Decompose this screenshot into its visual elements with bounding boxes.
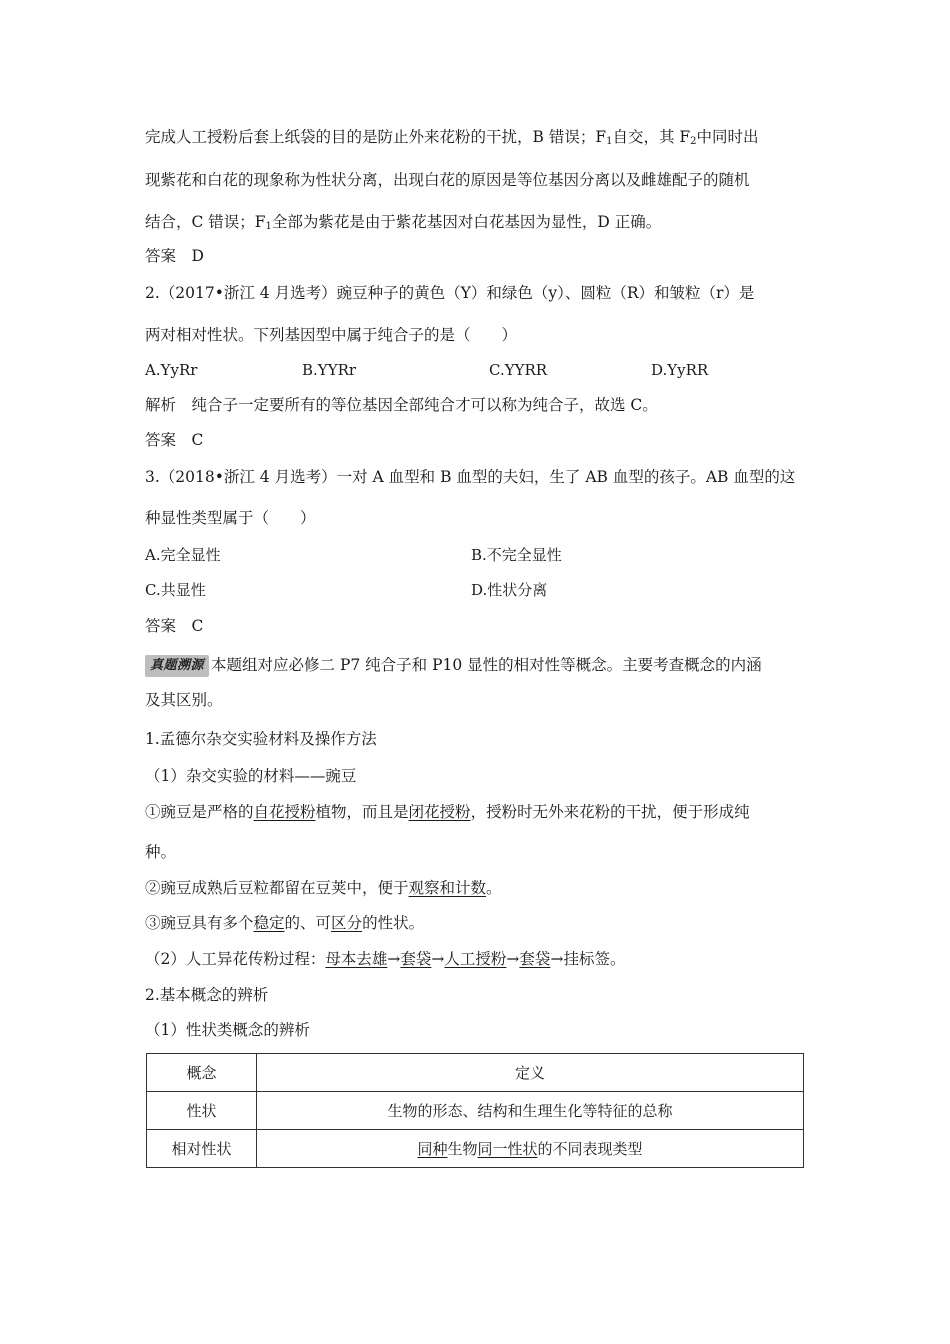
q3-option-c: C.共显性 xyxy=(145,581,206,599)
answer-q1: 答案 D xyxy=(145,247,204,265)
answer-q2: 答案 C xyxy=(145,431,204,449)
q3-option-b: B.不完全显性 xyxy=(471,546,562,564)
q2-analysis: 解析 纯合子一定要所有的等位基因全部纯合才可以称为纯合子，故选 C。 xyxy=(145,396,658,414)
table-cell-definition: 同种生物同一性状的不同表现类型 xyxy=(257,1130,804,1168)
question-3-stem-cont: 种显性类型属于（ ） xyxy=(145,509,316,527)
question-2-stem: 2.（2017•浙江 4 月选考）豌豆种子的黄色（Y）和绿色（y）、圆粒（R）和皱粒（r）是 xyxy=(145,284,755,302)
concept-table xyxy=(146,1053,804,1168)
analysis-line-3: 结合，C 错误；$F_1$全部为紫花是由于紫花基因对白花基因为显性，D 正确。 xyxy=(145,213,662,232)
section-1-point-2: ②豌豆成熟后豆粒都留在豆荚中，便于观察和计数。 xyxy=(145,879,502,897)
analysis-line-1: 完成人工授粉后套上纸袋的目的是防止外来花粉的干扰，B 错误；$F_1$自交，其 $F_2$中同时出 xyxy=(145,128,759,147)
table-cell-term: 性状 xyxy=(147,1092,257,1130)
section-1-sub-1: （1）杂交实验的材料——豌豆 xyxy=(145,767,357,785)
source-line-2: 及其区别。 xyxy=(145,691,223,709)
source-line-1: 真题溯源 本题组对应必修二 P7 纯合子和 P10 显性的相对性等概念。主要考查概念的内涵 xyxy=(145,655,762,677)
section-1-sub-2: （2）人工异花传粉过程：母本去雄→套袋→人工授粉→套袋→挂标签。 xyxy=(145,950,626,968)
q2-option-a: A.YyRr xyxy=(145,361,198,379)
q3-option-a: A.完全显性 xyxy=(145,546,221,564)
question-2-stem-cont: 两对相对性状。下列基因型中属于纯合子的是（ ） xyxy=(145,326,518,344)
q2-option-b: B.YYRr xyxy=(302,361,357,379)
analysis-line-2: 现紫花和白花的现象称为性状分离，出现白花的原因是等位基因分离以及雌雄配子的随机 xyxy=(145,171,750,189)
table-header-row xyxy=(147,1054,804,1092)
table-header-definition: 定义 xyxy=(257,1054,804,1092)
section-2-title: 2.基本概念的辨析 xyxy=(145,986,269,1004)
q2-option-c: C.YYRR xyxy=(489,361,548,379)
q3-option-d: D.性状分离 xyxy=(471,581,548,599)
question-3-stem: 3.（2018•浙江 4 月选考）一对 A 血型和 B 血型的夫妇，生了 AB 血型的孩子。AB 血型的这 xyxy=(145,468,796,486)
table-row xyxy=(147,1092,804,1130)
table-header-concept: 概念 xyxy=(147,1054,257,1092)
source-badge: 真题溯源 xyxy=(145,655,209,677)
section-1-point-1: ①豌豆是严格的自花授粉植物，而且是闭花授粉，授粉时无外来花粉的干扰，便于形成纯 xyxy=(145,803,750,821)
answer-q3: 答案 C xyxy=(145,617,204,635)
section-2-sub-1: （1）性状类概念的辨析 xyxy=(145,1021,310,1039)
section-1-point-3: ③豌豆具有多个稳定的、可区分的性状。 xyxy=(145,914,425,932)
section-1-point-1-cont: 种。 xyxy=(145,843,177,861)
q2-option-d: D.YyRR xyxy=(651,361,709,379)
table-cell-term: 相对性状 xyxy=(147,1130,257,1168)
table-row xyxy=(147,1130,804,1168)
section-1-title: 1.孟德尔杂交实验材料及操作方法 xyxy=(145,730,377,748)
table-cell-definition: 生物的形态、结构和生理生化等特征的总称 xyxy=(257,1092,804,1130)
